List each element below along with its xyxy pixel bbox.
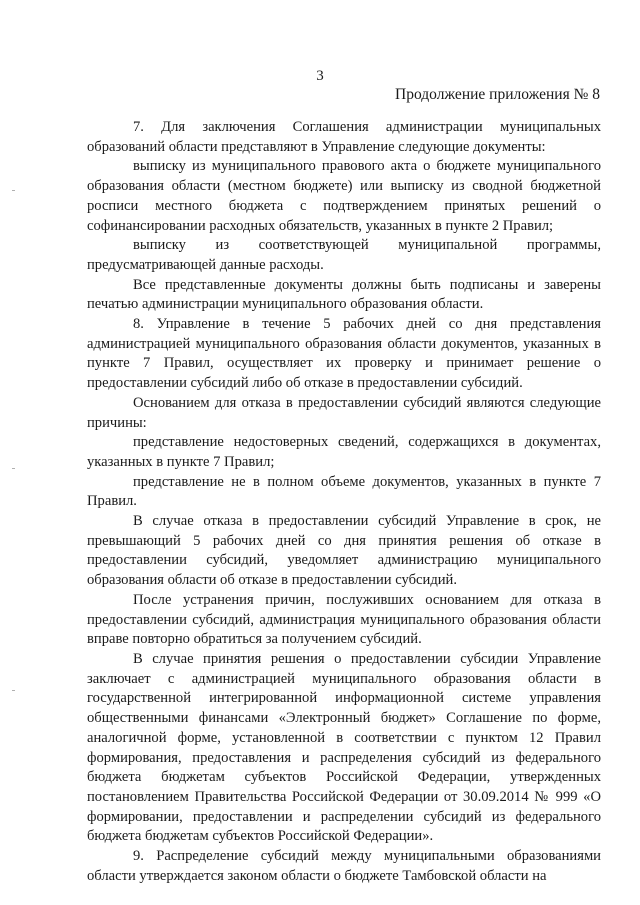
paragraph-refusal-grounds: Основанием для отказа в предоставлении субсидий являются следующие причины:: [87, 394, 601, 431]
appendix-continuation-heading: Продолжение приложения № 8: [395, 86, 600, 103]
scan-artifact-mark: [12, 690, 15, 691]
paragraph-program-extract: выписку из соответствующей муниципальной программы, предусматривающей данные расходы.: [87, 237, 601, 273]
paragraph-incomplete-documents: представление не в полном объеме документов, указанных в пункте 7 Правил.: [87, 473, 601, 510]
paragraph-agreement: В случае принятия решения о предоставлении субсидии Управление заключает с администрацией муниципального образования области в государственной интегрированной информационной системе управления общественными финансами «Электронный бюджет» Соглашение по форме, аналогичной форме, установленной в соответствии с пунктом 12 Правил формирования, предоставления и распределения субсидий из федерального бюджета бюджетам субъектов Российской Федерации, утвержденных постановлением Правительства Российской Федерации от 30.09.2014 № 999 «О формировании, предоставлении и распределении субсидий из федерального бюджета бюджетам субъектов Российской Федерации».: [87, 650, 601, 845]
paragraph-budget-extract: выписку из муниципального правового акта о бюджете муниципального образования области (местном бюджете) или выписку из сводной бюджетной росписи местного бюджета с подтверждением принятых решений о софинансировании расходных обязательств, указанных в пункте 2 Правил;: [87, 158, 601, 234]
document-body: [87, 118, 601, 886]
paragraph-signature-requirement: Все представленные документы должны быть подписаны и заверены печатью администрации муниципального образования области.: [87, 276, 601, 313]
paragraph-item-8: 8. Управление в течение 5 рабочих дней со дня представления администрацией муниципального образования области документов, указанных в пункте 7 Правил, осуществляет их проверку и принимает решение о предоставлении субсидий либо об отказе в предоставлении субсидий.: [87, 316, 601, 392]
page-number: 3: [316, 68, 324, 84]
scan-artifact-mark: [12, 468, 15, 469]
scan-artifact-mark: [12, 190, 15, 191]
paragraph-reapplication: После устранения причин, послуживших основанием для отказа в предоставлении субсидий, администрация муниципального образования области вправе повторно обратиться за получением субсидий.: [87, 591, 601, 648]
paragraph-item-7: 7. Для заключения Соглашения администрации муниципальных образований области представляют в Управление следующие документы:: [87, 119, 601, 155]
paragraph-refusal-notice: В случае отказа в предоставлении субсидий Управление в срок, не превышающий 5 рабочих дней со дня принятия решения об отказе в предоставлении субсидий, уведомляет администрацию муниципального образования области об отказе в предоставлении субсидий.: [87, 513, 601, 589]
paragraph-false-information: представление недостоверных сведений, содержащихся в документах, указанных в пункте 7 Правил;: [87, 434, 601, 470]
paragraph-item-9: 9. Распределение субсидий между муниципальными образованиями области утверждается законом области о бюджете Тамбовской области на: [87, 848, 601, 884]
